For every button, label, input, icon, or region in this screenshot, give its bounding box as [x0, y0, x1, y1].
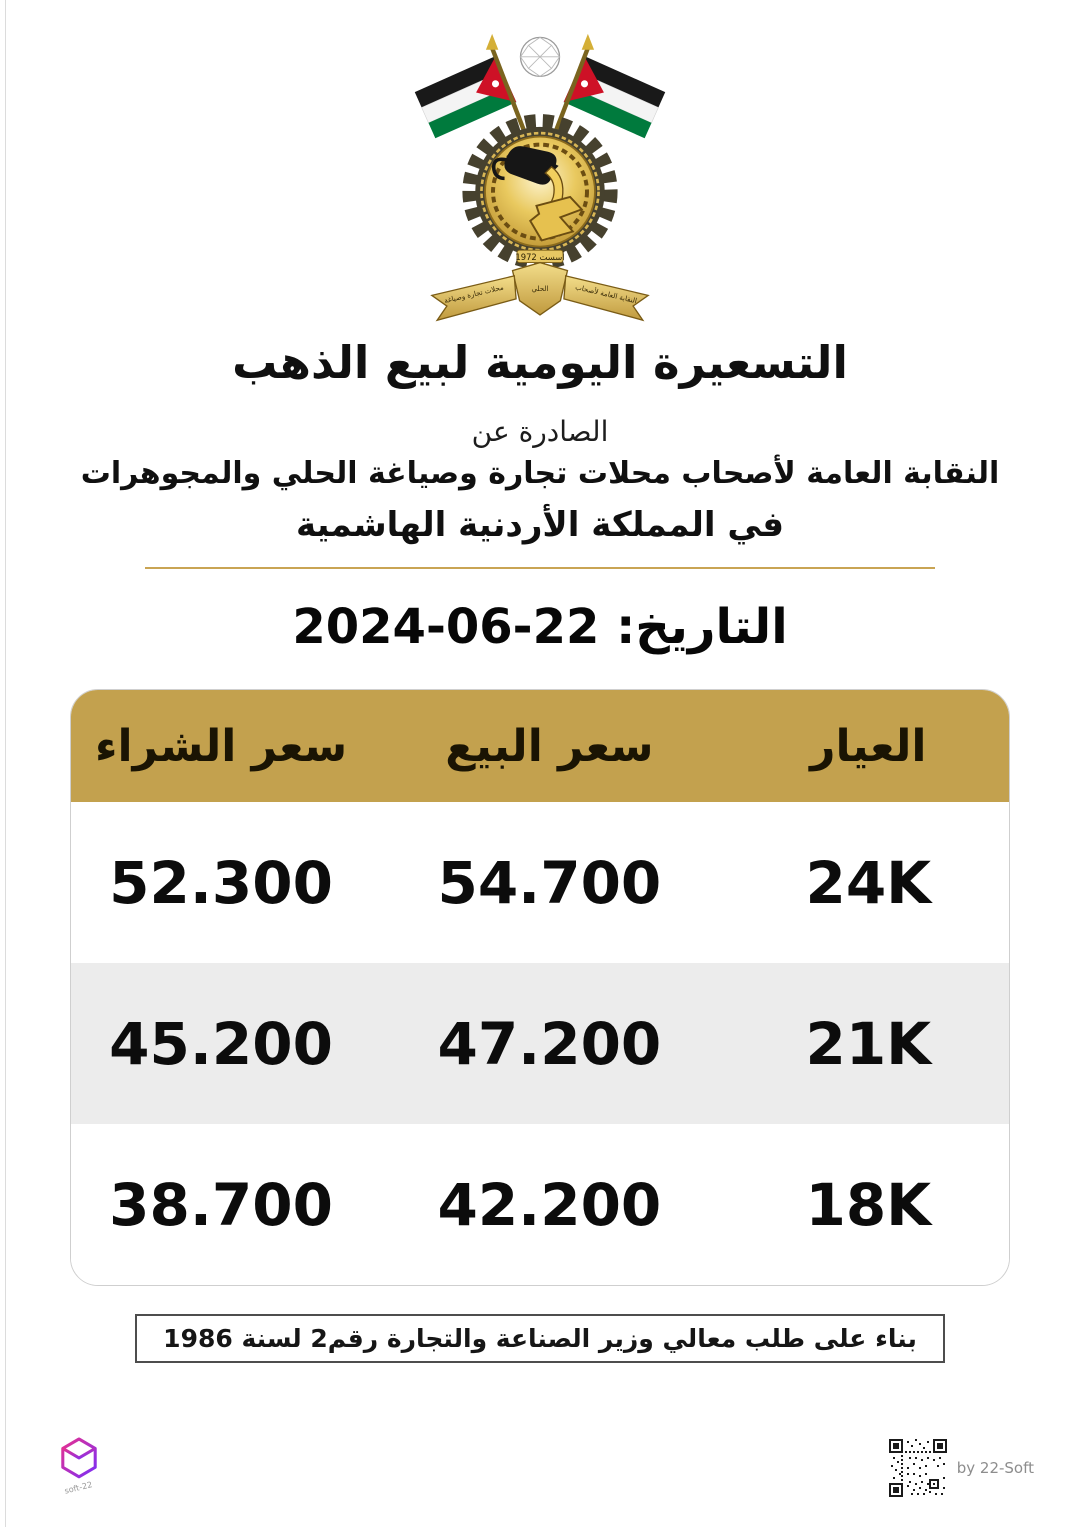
buy-price-18k: 38.700: [109, 1170, 333, 1239]
header-sell-price: سعر البيع: [445, 720, 654, 772]
kingdom-line: في المملكة الأردنية الهاشمية: [295, 505, 785, 545]
sell-price-24k: 54.700: [437, 848, 662, 917]
table-header-row: [71, 690, 1009, 802]
ribbon-text-left: محلات تجارة وصياغة: [443, 282, 505, 306]
issuer-name: النقابة العامة لأصحاب محلات تجارة وصياغة الحلي والمجوهرات: [80, 456, 1000, 491]
syndicate-emblem: [0, 0, 1080, 332]
poster-title: التسعيرة اليومية لبيع الذهب: [232, 336, 848, 389]
gear-medallion-icon: [469, 121, 611, 263]
left-edge-line: [5, 0, 6, 1527]
table-row-21k: [71, 963, 1009, 1124]
emblem-graphic: [407, 30, 673, 332]
ribbon-text-center: الحلي: [531, 283, 549, 293]
software-logo: [52, 1433, 106, 1503]
ribbon-text-right: النقابة العامة لأصحاب: [574, 282, 638, 306]
gold-divider: [145, 567, 935, 569]
issued-by-label: الصادرة عن: [471, 415, 609, 448]
karat-18k: 18K: [805, 1170, 932, 1239]
pole-finial-left: [486, 34, 498, 50]
diamond-icon: [520, 37, 559, 76]
buy-price-21k: 45.200: [109, 1009, 333, 1078]
karat-24k: 24K: [805, 848, 932, 917]
credit-text: by 22-Soft: [956, 1459, 1034, 1477]
founded-year-text: أسست 1972: [515, 251, 565, 262]
header-karat: العيار: [810, 720, 927, 772]
date-line: التاريخ: 22-06-2024: [292, 599, 788, 655]
table-row-24k: [71, 802, 1009, 963]
karat-21k: 21K: [805, 1009, 932, 1078]
qr-code-icon: [889, 1439, 947, 1497]
pole-finial-right: [582, 34, 594, 50]
sell-price-18k: 42.200: [437, 1170, 662, 1239]
sell-price-21k: 47.200: [437, 1009, 662, 1078]
cube-logo-icon: [52, 1433, 106, 1499]
logo-wordmark: 22-soft: [63, 1479, 94, 1496]
regulation-note: بناء على طلب معالي وزير الصناعة والتجارة رقم2 لسنة 1986: [135, 1314, 945, 1363]
gold-price-table: [70, 689, 1010, 1286]
header-buy-price: سعر الشراء: [95, 720, 348, 772]
emblem-ribbon: [432, 263, 648, 321]
credit-block: [889, 1439, 1034, 1497]
table-row-18k: [71, 1124, 1009, 1285]
buy-price-24k: 52.300: [109, 848, 333, 917]
